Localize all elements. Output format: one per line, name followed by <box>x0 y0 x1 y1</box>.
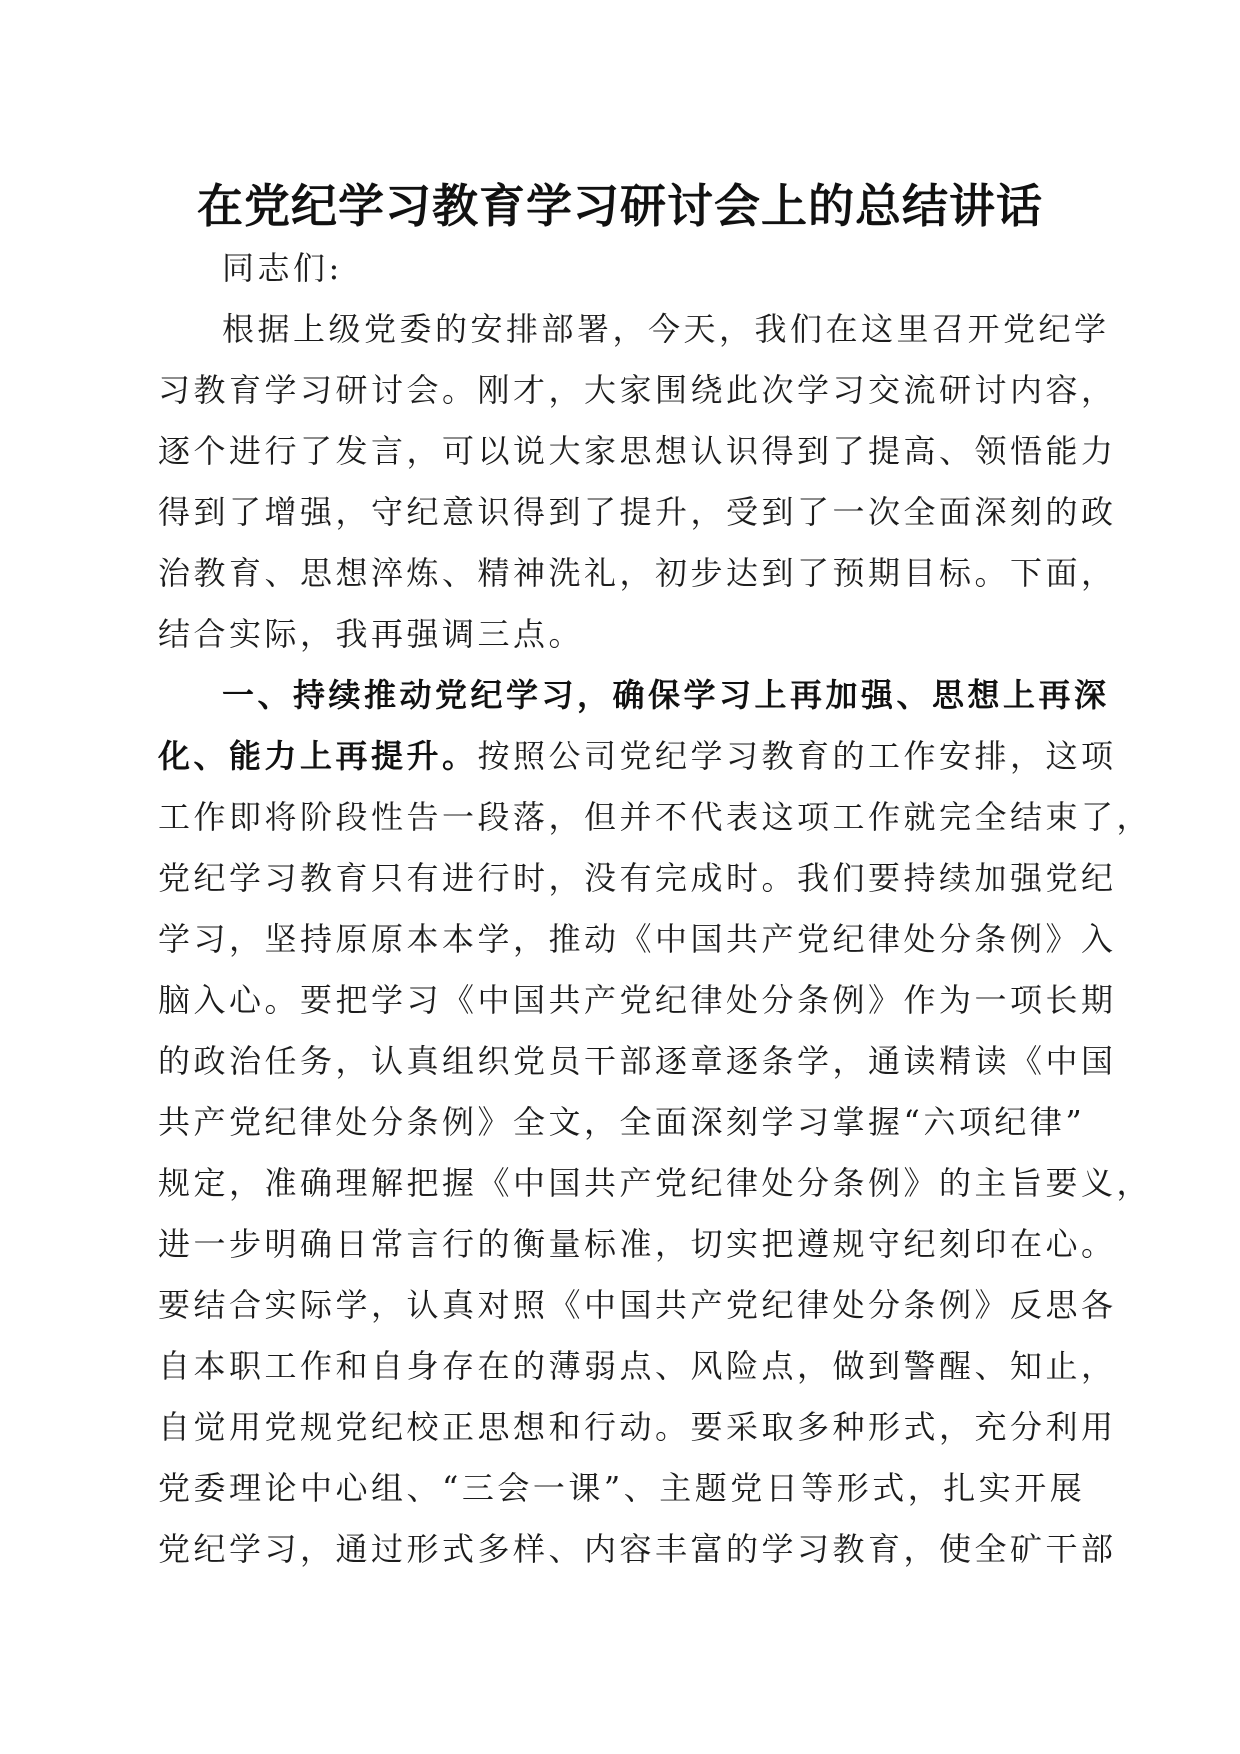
paragraph-line: 得到了增强，守纪意识得到了提升，受到了一次全面深刻的政 <box>158 493 1117 531</box>
paragraph-line: 的政治任务，认真组织党员干部逐章逐条学，通读精读《中国 <box>158 1042 1117 1080</box>
paragraph-line <box>158 726 1117 787</box>
section-heading-end: 化、能力上再提升。 <box>158 737 478 775</box>
paragraph-section-one <box>158 665 1153 1580</box>
section-heading-line <box>158 665 1110 726</box>
paragraph-line: 党纪学习，通过形式多样、内容丰富的学习教育，使全矿干部 <box>158 1530 1117 1568</box>
paragraph-line: 治教育、思想淬炼、精神洗礼，初步达到了预期目标。下面， <box>158 554 1117 592</box>
paragraph-line: 脑入心。要把学习《中国共产党纪律处分条例》作为一项长期 <box>158 981 1117 1019</box>
paragraph-line: 共产党纪律处分条例》全文，全面深刻学习掌握“六项纪律” <box>158 1103 1086 1141</box>
paragraph-line: 自觉用党规党纪校正思想和行动。要采取多种形式，充分利用 <box>158 1408 1117 1446</box>
paragraph-line: 要结合实际学，认真对照《中国共产党纪律处分条例》反思各 <box>158 1286 1117 1324</box>
paragraph-line: 党纪学习教育只有进行时，没有完成时。我们要持续加强党纪 <box>158 859 1117 897</box>
paragraph-text: 按照公司党纪学习教育的工作安排，这项 <box>477 737 1117 775</box>
paragraph-line: 规定，准确理解把握《中国共产党纪律处分条例》的主旨要义， <box>158 1164 1153 1202</box>
paragraph-line: 自本职工作和自身存在的薄弱点、风险点，做到警醒、知止， <box>158 1347 1117 1385</box>
paragraph-line: 结合实际，我再强调三点。 <box>158 615 585 653</box>
paragraph-line: 学习，坚持原原本本学，推动《中国共产党纪律处分条例》入 <box>158 920 1117 958</box>
paragraph-line: 工作即将阶段性告一段落，但并不代表这项工作就完全结束了， <box>158 798 1153 836</box>
paragraph-line: 逐个进行了发言，可以说大家思想认识得到了提高、领悟能力 <box>158 432 1117 470</box>
paragraph-intro <box>158 299 1117 665</box>
section-heading: 一、持续推动党纪学习，确保学习上再加强、思想上再深 <box>222 676 1110 714</box>
document-body <box>158 238 1153 1580</box>
salutation: 同志们: <box>222 249 343 287</box>
paragraph-line: 党委理论中心组、“三会一课”、主题党日等形式，扎实开展 <box>158 1469 1086 1507</box>
paragraph-line: 习教育学习研讨会。刚才，大家围绕此次学习交流研讨内容， <box>158 371 1117 409</box>
paragraph-line: 根据上级党委的安排部署，今天，我们在这里召开党纪学 <box>222 310 1110 348</box>
paragraph-line: 进一步明确日常言行的衡量标准，切实把遵规守纪刻印在心。 <box>158 1225 1117 1263</box>
document-title: 在党纪学习教育学习研讨会上的总结讲话 <box>197 179 1043 233</box>
